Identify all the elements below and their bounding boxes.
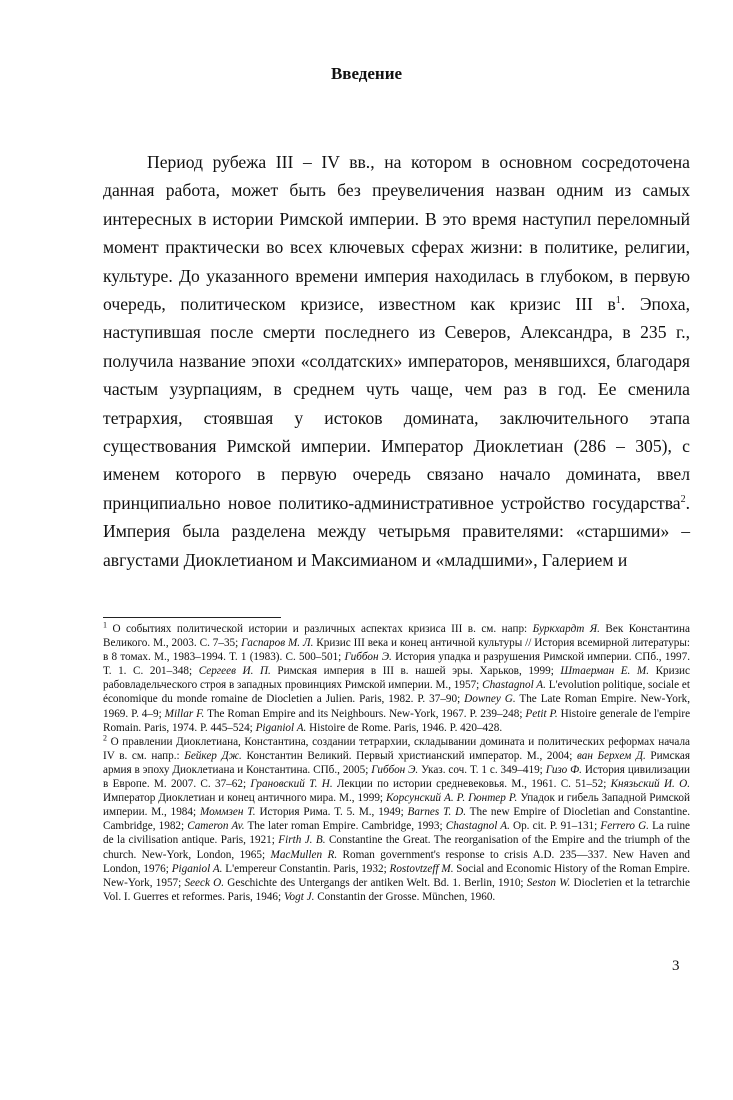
author-name: Seeck O. — [184, 876, 225, 889]
author-name: Millar F. — [164, 707, 205, 720]
author-name: Downey G. — [464, 693, 516, 706]
footnote-ref-1[interactable]: 1 — [615, 295, 621, 307]
footnote-text: Geschichte des Untergangs der antiken Welt. Bd. 1. Berlin, 1910; — [224, 876, 527, 889]
footnote-text: Social and Economic History of the Roman Empire. New-York, 1957; — [103, 862, 690, 889]
author-name: Гиббон Э. — [371, 763, 419, 776]
author-name: Ferrero G. — [600, 820, 649, 833]
footnote-number: 1 — [103, 620, 107, 630]
author-name: Seston W. — [526, 876, 571, 889]
footnote-1 — [103, 622, 690, 735]
footnote-text: История Рима. Т. 5. М., 1949; — [255, 806, 408, 819]
author-name: Моммзен Т. — [199, 806, 256, 819]
footnote-text: Указ. соч. Т. 1 с. 349–419; — [418, 763, 546, 776]
footnote-text: История упадка и разрушения Римской империи. СПб., 1997. Т. 1. С. 201–348; — [103, 651, 690, 678]
author-name: Firth J. B. — [278, 834, 326, 847]
author-name: Cameron Av. — [187, 820, 245, 833]
footnote-text: Римская армия в эпоху Диоклетиана и Константина. СПб., 2005; — [103, 749, 690, 776]
author-name: Petit P. — [525, 707, 558, 720]
author-name: Chastagnol A. — [482, 679, 546, 692]
footnote-ref-2[interactable]: 2 — [680, 494, 686, 506]
author-name: Бейкер Дж. — [184, 749, 242, 762]
footnote-text: The new Empire of Diocletian and Constantine. Cambridge, 1982; — [103, 806, 690, 833]
footnote-text: Op. cit. P. 91–131; — [509, 820, 601, 833]
author-name: Буркхардт Я. — [532, 623, 600, 635]
footnote-text: Кризис III века и конец античной культуры // История всемирной литературы: в 8 томах. М., 1983–1994. Т. 1 (1983). С. 500–501; — [103, 637, 690, 664]
author-name: Piganiol A. — [171, 862, 223, 875]
author-name: Штаерман Е. М. — [560, 665, 650, 678]
footnote-text: Histoire de Rome. Paris, 1946. P. 420–428. — [306, 721, 503, 734]
footnote-text: The Late Roman Empire. New-York, 1969. P. 4–9; — [103, 693, 690, 720]
footnote-2 — [103, 735, 690, 904]
author-name: Гиббон Э. — [344, 651, 392, 664]
footnote-number: 2 — [103, 733, 107, 743]
footnote-text: Constantine the Great. The reorganisation of the Empire and the triumph of the church. New-York, London, 1965; — [103, 834, 690, 861]
footnote-text: The Roman Empire and its Neighbours. New-York, 1967. P. 239–248; — [204, 707, 526, 720]
body-sentence-2: . Эпоха, наступившая после смерти последнего из Северов, Александра, в 235 г., получила название эпохи «солдатских» императоров, менявшихся, благодаря частым узурпациям, в среднем чуть чаще, чем раз в год. Ее сменила тетрархия, стоявшая у истоков домината, заключительного этапа существования Римской империи. Император Диоклетиан (286 – 305), с именем которого в первую очередь связано начало домината, ввел принципиально новое политико-административное устройство государства — [103, 294, 690, 513]
author-name: Князьский И. О. — [610, 778, 690, 791]
footnote-text: Кризис рабовладельческого строя в западных провинциях Римской империи. М., 1957; — [103, 665, 690, 692]
author-name: Piganiol A. — [255, 721, 307, 734]
footnote-text: Римская империя в III в. нашей эры. Харьков, 1999; — [270, 665, 561, 678]
footnote-text: Constantin der Grosse. München, 1960. — [314, 890, 496, 903]
footnote-text: Упадок и гибель Западной Римской империи. М., 1984; — [103, 792, 690, 819]
footnote-text: Лекции по истории средневековья. М., 1961. С. 51–52; — [332, 778, 611, 791]
footnote-text: Dioclетien et la tetrarchie Vol. I. Guerres et reformes. Paris, 1946; — [103, 876, 690, 903]
footnote-text: Roman government's response to crisis A.D. 235—337. New Haven and London, 1976; — [103, 848, 691, 875]
author-name: Гизо Ф. — [545, 763, 582, 776]
author-name: Сергеев И. П. — [198, 665, 271, 678]
author-name: Vogt J. — [283, 890, 315, 903]
body-text — [103, 148, 690, 574]
footnote-text: Константин Великий. Первый христианский император. М., 2004; — [241, 749, 577, 762]
footnotes — [103, 622, 690, 904]
author-name: MacMullen R. — [270, 848, 338, 861]
footnote-text: L'evolution politique, sociale et économique du monde romaine de Diocletien a Julien. Paris, 1982. P. 37–90; — [103, 679, 690, 706]
author-name: ван Берхем Д. — [576, 749, 646, 762]
body-sentence-3: . Империя была разделена между четырьмя правителями: «старшими» – августами Диоклетианом и Максимианом и «младшими», Галерием и — [103, 492, 690, 570]
footnote-text: La ruine de la civilisation antique. Paris, 1921; — [103, 820, 691, 847]
page-title: Введение — [330, 64, 403, 83]
footnote-text: О правлении Диоклетиана, Константина, создании тетрархии, складывании домината и политических реформах начала IV в. см. напр.: — [103, 735, 690, 762]
page-number: 3 — [672, 958, 680, 974]
footnote-divider — [103, 617, 281, 618]
author-name: Rostovtzeff M. — [389, 862, 454, 875]
footnote-text: Век Константина Великого. М., 2003. С. 7–35; — [103, 623, 691, 650]
footnote-text: Император Диоклетиан и конец античного мира. М., 1999; — [103, 792, 387, 805]
body-paragraph — [103, 148, 690, 574]
footnote-text: История цивилизации в Европе. М. 2007. С. 37–62; — [103, 763, 690, 791]
author-name: Chastagnol A. — [445, 820, 510, 833]
author-name: Barnes T. D. — [407, 806, 466, 819]
footnote-text: L'empereur Constantin. Paris, 1932; — [222, 862, 390, 875]
footnote-text: The later roman Empire. Cambridge, 1993; — [244, 820, 446, 833]
footnote-text: О событиях политической истории и различных аспектах кризиса III в. см. напр: — [107, 623, 533, 635]
body-sentence-1: Период рубежа III – IV вв., на котором в основном сосредоточена данная работа, может быть без преувеличения назван одним из самых интересных в истории Римской империи. В это время наступил переломный момент практически во всех ключевых сферах жизни: в политике, религии, культуре. До указанного времени империя находилась в глубоком, в первую очередь, политическом кризисе, известном как кризис III в — [103, 152, 690, 315]
author-name: Грановский Т. Н. — [250, 778, 333, 791]
footnote-text: Histoire generale de l'empire Romain. Paris, 1974. P. 445–524; — [103, 707, 691, 734]
author-name: Гаспаров М. Л. — [241, 637, 314, 650]
author-name: Корсунский А. Р. Гюнтер Р. — [386, 792, 518, 805]
